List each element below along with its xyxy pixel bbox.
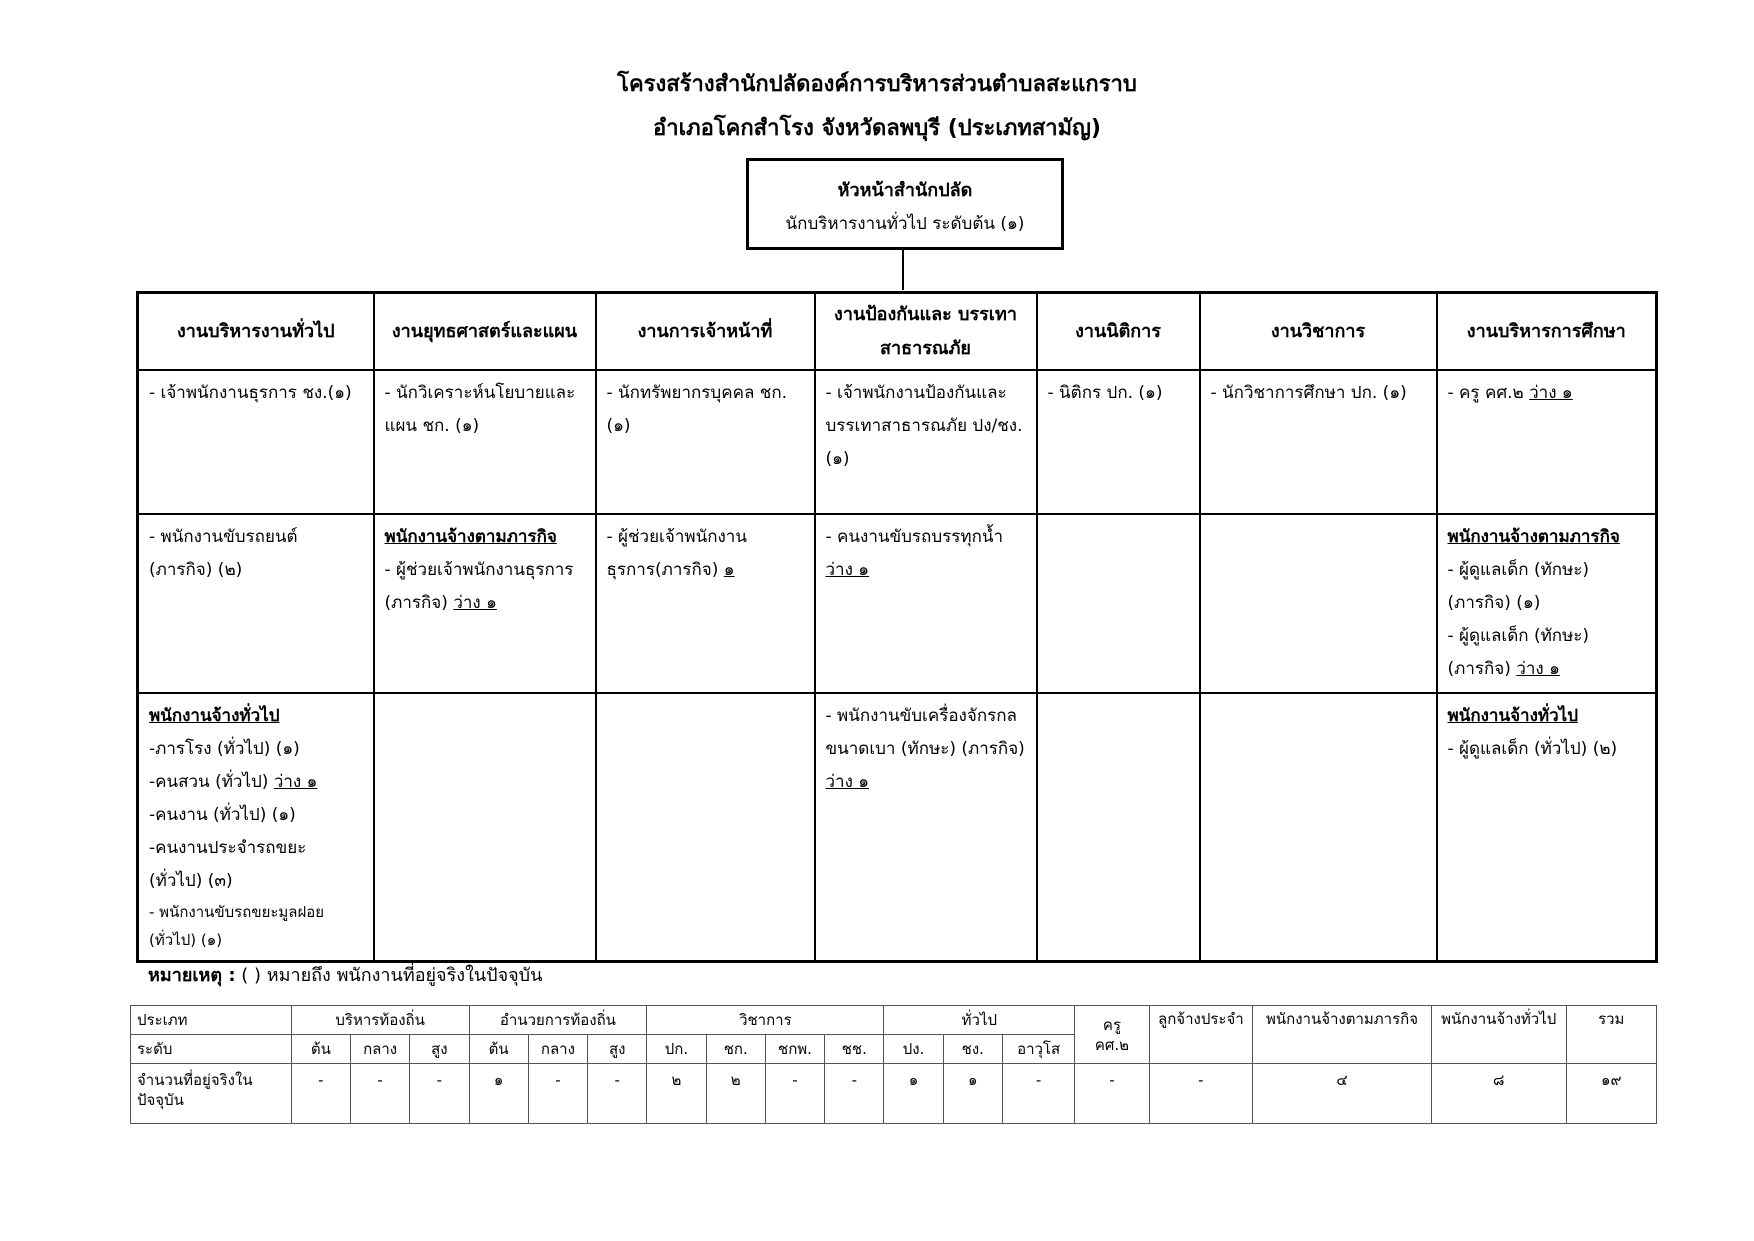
level-cell: อาวุโส: [1002, 1035, 1074, 1064]
cell: - นิติกร ปก. (๑): [1037, 370, 1200, 514]
count-cell: -: [291, 1064, 350, 1124]
dept-education-admin: งานบริหารการศึกษา: [1437, 293, 1657, 371]
count-cell: ๑: [884, 1064, 943, 1124]
count-cell: ๑: [943, 1064, 1002, 1124]
dept-academic: งานวิชาการ: [1200, 293, 1437, 371]
cell: [815, 514, 1037, 693]
cell-line: -คนงานประจำรถขยะ (ทั่วไป) (๓): [149, 838, 307, 891]
count-cell: ๑: [469, 1064, 528, 1124]
cell: [374, 693, 596, 962]
department-header-row: [138, 293, 1657, 371]
cell-text: - ครู คศ.๒: [1447, 383, 1530, 403]
count-cell: ๒: [706, 1064, 765, 1124]
cell: - นักทรัพยากรบุคคล ชก. (๑): [596, 370, 815, 514]
level-cell: ชก.: [706, 1035, 765, 1064]
dept-general-admin: งานบริหารงานทั่วไป: [138, 293, 374, 371]
count-cell: -: [528, 1064, 587, 1124]
cell: [1437, 514, 1657, 693]
cell: [1037, 693, 1200, 962]
cell-text: - ผู้ดูแลเด็ก (ทักษะ) (ภารกิจ): [1447, 626, 1590, 679]
level-cell: กลาง: [350, 1035, 409, 1064]
cell-line: [149, 766, 363, 799]
group-header-teacher: [1075, 1006, 1149, 1064]
cell: - พนักงานขับรถยนต์ (ภารกิจ) (๒): [138, 514, 374, 693]
count-cell: -: [1002, 1064, 1074, 1124]
cell: [1200, 514, 1437, 693]
level-cell: ชง.: [943, 1035, 1002, 1064]
vacant-label: ว่าง ๑: [1529, 383, 1573, 403]
footnote-text: ( ) หมายถึง พนักงานที่อยู่จริงในปัจจุบัน: [235, 965, 543, 986]
count-cell: ๘: [1431, 1064, 1566, 1124]
cell: [1437, 693, 1657, 962]
level-cell: ต้น: [291, 1035, 350, 1064]
group-header: พนักงานจ้างทั่วไป: [1431, 1006, 1566, 1064]
cell-line: - ผู้ดูแลเด็ก (ทักษะ) (ภารกิจ) (๑): [1447, 560, 1590, 613]
head-title: หัวหน้าสำนักปลัด: [837, 180, 973, 201]
cell-text: -คนสวน (ทั่วไป): [149, 772, 274, 792]
teacher-level: คศ.๒: [1094, 1035, 1130, 1054]
count-cell: -: [410, 1064, 469, 1124]
vacant-label: ว่าง ๑: [825, 560, 870, 580]
cell-text: - ผู้ช่วยเจ้าพนักงานธุรการ(ภารกิจ): [606, 527, 747, 580]
staff-row-mission-employees: [138, 514, 1657, 693]
page-subtitle: อำเภอโคกสำโรง จังหวัดลพบุรี (ประเภทสามัญ): [653, 116, 1101, 141]
cell-line: -ภารโรง (ทั่วไป) (๑): [149, 739, 300, 759]
summary-count-row: [131, 1064, 1657, 1124]
type-label: ประเภท: [131, 1006, 292, 1035]
level-cell: ชช.: [825, 1035, 884, 1064]
head-position: นักบริหารงานทั่วไป ระดับต้น (๑): [785, 214, 1025, 234]
group-header: ทั่วไป: [884, 1006, 1075, 1035]
count-label: ๑: [723, 560, 735, 580]
cell: - นักวิชาการศึกษา ปก. (๑): [1200, 370, 1437, 514]
group-heading: พนักงานจ้างตามภารกิจ: [1447, 527, 1620, 547]
level-cell: สูง: [410, 1035, 469, 1064]
cell-text: - คนงานขับรถบรรทุกน้ำ: [825, 527, 1004, 547]
count-cell: -: [350, 1064, 409, 1124]
level-label: ระดับ: [131, 1035, 292, 1064]
dept-personnel: งานการเจ้าหน้าที่: [596, 293, 815, 371]
group-header: บริหารท้องถิ่น: [291, 1006, 469, 1035]
count-cell: -: [765, 1064, 824, 1124]
cell: [596, 693, 815, 962]
vacant-label: ว่าง ๑: [273, 772, 318, 792]
summary-type-row: [131, 1006, 1657, 1035]
cell: - นักวิเคราะห์นโยบายและแผน ชก. (๑): [374, 370, 596, 514]
level-cell: ชกพ.: [765, 1035, 824, 1064]
count-cell: -: [1075, 1064, 1149, 1124]
cell: [1437, 370, 1657, 514]
head-of-office-box: [746, 158, 1064, 250]
cell-text: - ผู้ช่วยเจ้าพนักงานธุรการ (ภารกิจ): [384, 560, 574, 613]
count-cell: ๑๙: [1566, 1064, 1656, 1124]
count-cell: -: [1149, 1064, 1252, 1124]
group-heading: พนักงานจ้างทั่วไป: [1447, 706, 1578, 726]
cell: - เจ้าพนักงานป้องกันและบรรเทาสาธารณภัย ปง/ชง. (๑): [815, 370, 1037, 514]
cell: [138, 693, 374, 962]
level-cell: ปง.: [884, 1035, 943, 1064]
group-heading: พนักงานจ้างตามภารกิจ: [384, 527, 557, 547]
cell: [596, 514, 815, 693]
page-title: โครงสร้างสำนักปลัดองค์การบริหารส่วนตำบลสะแกราบ: [617, 72, 1137, 97]
group-header: รวม: [1566, 1006, 1656, 1064]
org-connector-line: [902, 250, 904, 290]
group-heading: พนักงานจ้างทั่วไป: [149, 706, 280, 726]
level-cell: ต้น: [469, 1035, 528, 1064]
cell-line: - ผู้ดูแลเด็ก (ทั่วไป) (๒): [1447, 739, 1618, 759]
staff-summary-table: [130, 1005, 1657, 1124]
group-header: พนักงานจ้างตามภารกิจ: [1253, 1006, 1432, 1064]
cell: - เจ้าพนักงานธุรการ ชง.(๑): [138, 370, 374, 514]
footnote-label: หมายเหตุ :: [148, 965, 236, 986]
org-structure-table: [136, 291, 1658, 963]
cell: [1037, 514, 1200, 693]
group-header: ลูกจ้างประจำ: [1149, 1006, 1252, 1064]
level-cell: กลาง: [528, 1035, 587, 1064]
cell: [374, 514, 596, 693]
vacant-label: ว่าง ๑: [825, 772, 870, 792]
footnote: [148, 960, 542, 989]
count-cell: -: [825, 1064, 884, 1124]
cell: [815, 693, 1037, 962]
vacant-label: ว่าง ๑: [1516, 659, 1560, 679]
count-cell: ๒: [647, 1064, 706, 1124]
level-cell: สูง: [588, 1035, 647, 1064]
dept-legal: งานนิติการ: [1037, 293, 1200, 371]
staff-row-general-employees: [138, 693, 1657, 962]
cell-line: - พนักงานขับรถขยะมูลฝอย (ทั่วไป) (๑): [149, 903, 325, 949]
dept-disaster-prevention: งานป้องกันและ บรรเทาสาธารณภัย: [815, 293, 1037, 371]
cell-text: - พนักงานขับเครื่องจักรกลขนาดเบา (ทักษะ) (ภารกิจ): [825, 706, 1025, 759]
group-header: อำนวยการท้องถิ่น: [469, 1006, 647, 1035]
teacher-label: ครู: [1102, 1015, 1121, 1034]
vacant-label: ว่าง ๑: [453, 593, 497, 613]
cell-line: -คนงาน (ทั่วไป) (๑): [149, 805, 296, 825]
count-cell: ๔: [1253, 1064, 1432, 1124]
level-cell: ปก.: [647, 1035, 706, 1064]
cell: [1200, 693, 1437, 962]
staff-row-officials: [138, 370, 1657, 514]
group-header: วิชาการ: [647, 1006, 884, 1035]
dept-strategy-plan: งานยุทธศาสตร์และแผน: [374, 293, 596, 371]
count-cell: -: [588, 1064, 647, 1124]
count-row-label: จำนวนที่อยู่จริงในปัจจุบัน: [131, 1064, 292, 1124]
